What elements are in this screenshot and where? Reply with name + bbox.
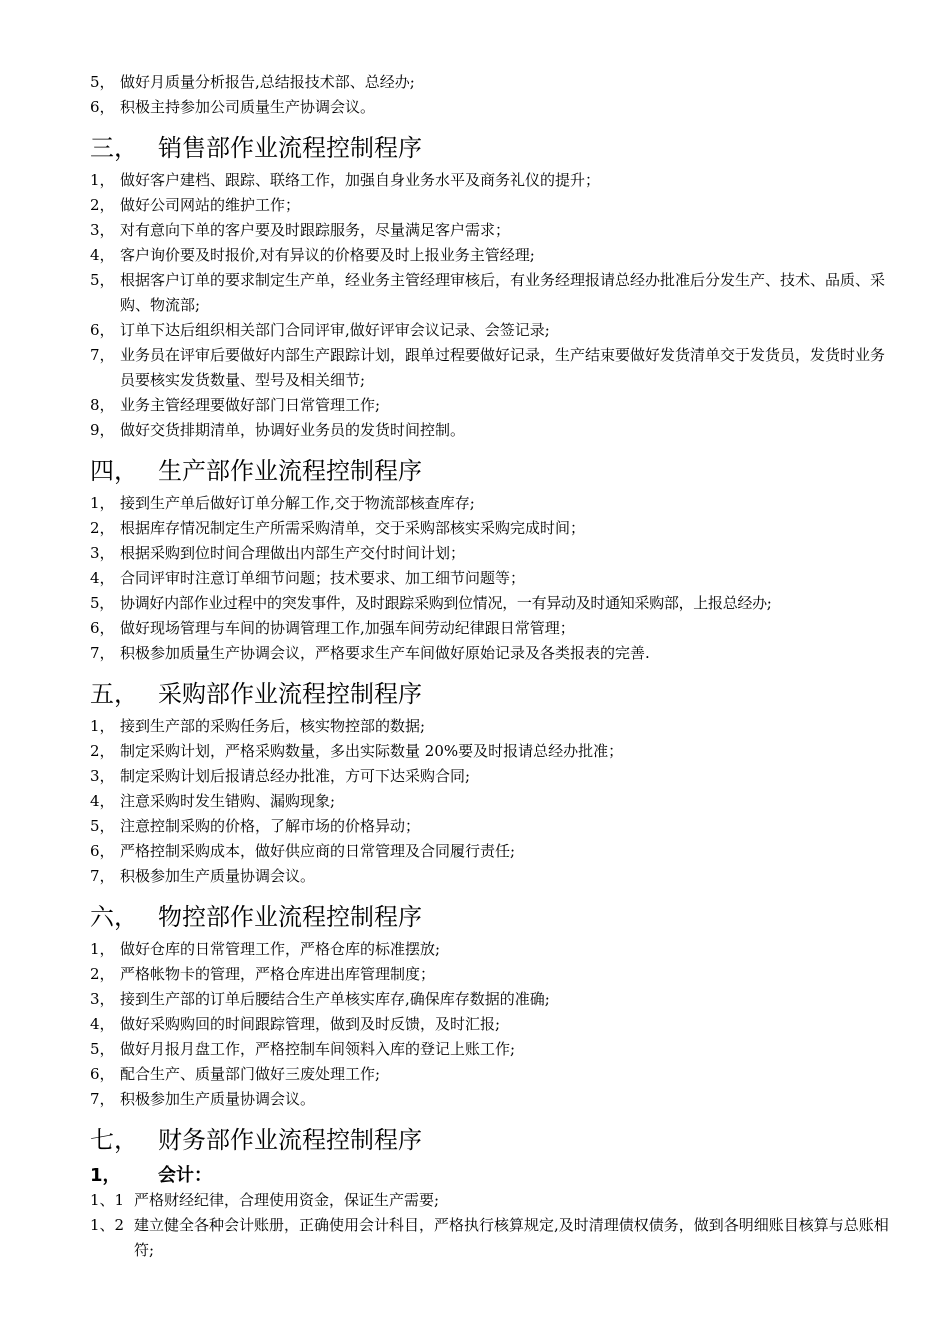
- item-number: 7，: [90, 346, 115, 364]
- item-number: 5，: [90, 817, 115, 835]
- item-number: 7，: [90, 867, 115, 885]
- subsection-number: 1，: [90, 1165, 121, 1186]
- item-number: 5，: [90, 271, 115, 289]
- item-text: 根据库存情况制定生产所需采购清单，交于采购部核实采购完成时间；: [120, 519, 586, 537]
- item-number: 1，: [90, 171, 115, 189]
- list-item: [90, 243, 890, 268]
- section-heading: [90, 668, 890, 714]
- item-text: 积极主持参加公司质量生产协调会议。: [120, 98, 376, 116]
- list-item: [90, 1213, 890, 1263]
- item-number: 3，: [90, 767, 115, 785]
- item-text: 根据采购到位时间合理做出内部生产交付时间计划；: [120, 544, 466, 562]
- item-number: 7，: [90, 1090, 115, 1108]
- list-item: [90, 616, 890, 641]
- item-text: 做好客户建档、跟踪、联络工作，加强自身业务水平及商务礼仪的提升；: [120, 171, 601, 189]
- list-item: [90, 1062, 890, 1087]
- item-text: 积极参加生产质量协调会议。: [120, 1090, 316, 1108]
- item-text: 做好交货排期清单，协调好业务员的发货时间控制。: [120, 421, 466, 439]
- subsection-heading: [90, 1160, 890, 1188]
- section-heading: [90, 122, 890, 168]
- item-text: 制定采购计划后报请总经办批准，方可下达采购合同;: [120, 767, 471, 785]
- list-item: [90, 1188, 890, 1213]
- section-number: 七，: [90, 1125, 138, 1154]
- item-text: 接到生产部的订单后腰结合生产单核实库存,确保库存数据的准确;: [120, 990, 550, 1008]
- item-number: 4，: [90, 792, 115, 810]
- item-number: 8，: [90, 396, 115, 414]
- item-number: 2，: [90, 196, 115, 214]
- item-text: 做好现场管理与车间的协调管理工作,加强车间劳动纪律跟日常管理；: [120, 619, 575, 637]
- item-number: 5，: [90, 73, 115, 91]
- item-text: 积极参加质量生产协调会议，严格要求生产车间做好原始记录及各类报表的完善.: [120, 644, 650, 662]
- section-title: 销售部作业流程控制程序: [158, 133, 422, 162]
- item-text: 协调好内部作业过程中的突发事件，及时跟踪采购到位情况，一有异动及时通知采购部，上报总经办;: [120, 594, 772, 612]
- item-number: 3，: [90, 221, 115, 239]
- list-item: [90, 962, 890, 987]
- item-text: 业务员在评审后要做好内部生产跟踪计划，跟单过程要做好记录，生产结束要做好发货清单交于发货员，发货时业务员要核实发货数量、型号及相关细节;: [120, 346, 886, 389]
- subsection-title: 会计：: [158, 1165, 212, 1186]
- list-item: [90, 1012, 890, 1037]
- item-number: 6，: [90, 321, 115, 339]
- list-item: [90, 987, 890, 1012]
- section-title: 采购部作业流程控制程序: [158, 679, 422, 708]
- item-text: 对有意向下单的客户要及时跟踪服务，尽量满足客户需求；: [120, 221, 511, 239]
- item-text: 严格控制采购成本，做好供应商的日常管理及合同履行责任;: [120, 842, 516, 860]
- item-number: 1，: [90, 940, 115, 958]
- list-item: [90, 193, 890, 218]
- list-item: [90, 739, 890, 764]
- list-item: [90, 789, 890, 814]
- item-number: 4，: [90, 1015, 115, 1033]
- section-number: 四，: [90, 456, 138, 485]
- item-text: 接到生产部的采购任务后，核实物控部的数据;: [120, 717, 426, 735]
- list-item: [90, 70, 890, 95]
- list-item: [90, 343, 890, 393]
- item-text: 业务主管经理要做好部门日常管理工作;: [120, 396, 381, 414]
- item-number: 6，: [90, 98, 115, 116]
- item-number: 7，: [90, 644, 115, 662]
- list-item: [90, 491, 890, 516]
- item-text: 根据客户订单的要求制定生产单，经业务主管经理审核后，有业务经理报请总经办批准后分发生产、技术、品质、采购、物流部;: [120, 271, 886, 314]
- list-item: [90, 168, 890, 193]
- list-item: [90, 764, 890, 789]
- item-number: 3，: [90, 544, 115, 562]
- list-item: [90, 1087, 890, 1112]
- section-number: 五，: [90, 679, 138, 708]
- list-item: [90, 641, 890, 666]
- list-item: [90, 864, 890, 889]
- list-item: [90, 566, 890, 591]
- item-number: 5，: [90, 594, 114, 612]
- item-number: 3，: [90, 990, 115, 1008]
- item-text: 制定采购计划，严格采购数量，多出实际数量 20%要及时报请总经办批准；: [120, 742, 624, 760]
- item-text: 积极参加生产质量协调会议。: [120, 867, 316, 885]
- list-item: [90, 418, 890, 443]
- list-item: [90, 516, 890, 541]
- item-text: 做好月报月盘工作，严格控制车间领料入库的登记上账工作;: [120, 1040, 516, 1058]
- item-text: 接到生产单后做好订单分解工作,交于物流部核查库存;: [120, 494, 475, 512]
- item-text: 配合生产、质量部门做好三废处理工作;: [120, 1065, 381, 1083]
- item-text: 建立健全各种会计账册，正确使用会计科目，严格执行核算规定,及时清理债权债务，做到各明细账目核算与总账相符;: [134, 1216, 889, 1259]
- item-text: 做好采购购回的时间跟踪管理，做到及时反馈，及时汇报;: [120, 1015, 501, 1033]
- section-title: 生产部作业流程控制程序: [158, 456, 422, 485]
- item-number: 2，: [90, 519, 115, 537]
- item-number: 5，: [90, 1040, 115, 1058]
- section-title: 物控部作业流程控制程序: [158, 902, 422, 931]
- item-number: 1、1: [90, 1191, 125, 1209]
- list-item: [90, 218, 890, 243]
- list-item: [90, 268, 890, 318]
- list-item: [90, 1037, 890, 1062]
- list-item: [90, 318, 890, 343]
- item-number: 6，: [90, 619, 115, 637]
- item-number: 6，: [90, 1065, 115, 1083]
- list-item: [90, 839, 890, 864]
- item-text: 做好仓库的日常管理工作，严格仓库的标准摆放;: [120, 940, 441, 958]
- list-item: [90, 814, 890, 839]
- item-number: 2，: [90, 965, 115, 983]
- item-number: 1，: [90, 494, 115, 512]
- section-heading: [90, 891, 890, 937]
- item-text: 注意采购时发生错购、漏购现象;: [120, 792, 336, 810]
- list-item: [90, 714, 890, 739]
- item-number: 4，: [90, 569, 115, 587]
- section-number: 六，: [90, 902, 138, 931]
- list-item: [90, 95, 890, 120]
- item-text: 做好月质量分析报告,总结报技术部、总经办;: [120, 73, 415, 91]
- item-number: 6，: [90, 842, 115, 860]
- item-text: 合同评审时注意订单细节问题；技术要求、加工细节问题等；: [120, 569, 526, 587]
- list-item: [90, 937, 890, 962]
- item-number: 1、2: [90, 1216, 125, 1234]
- item-text: 注意控制采购的价格，了解市场的价格异动；: [120, 817, 421, 835]
- section-number: 三，: [90, 133, 138, 162]
- item-number: 2，: [90, 742, 115, 760]
- list-item: [90, 393, 890, 418]
- item-number: 4，: [90, 246, 115, 264]
- list-item: [90, 591, 890, 616]
- item-text: 严格帐物卡的管理，严格仓库进出库管理制度；: [120, 965, 436, 983]
- item-text: 做好公司网站的维护工作；: [120, 196, 301, 214]
- section-title: 财务部作业流程控制程序: [158, 1125, 422, 1154]
- section-heading: [90, 1114, 890, 1160]
- item-text: 客户询价要及时报价,对有异议的价格要及时上报业务主管经理;: [120, 246, 535, 264]
- document-page: [90, 70, 890, 1263]
- item-number: 1，: [90, 717, 115, 735]
- item-text: 订单下达后组织相关部门合同评审,做好评审会议记录、会签记录;: [120, 321, 550, 339]
- section-heading: [90, 445, 890, 491]
- list-item: [90, 541, 890, 566]
- item-text: 严格财经纪律，合理使用资金，保证生产需要;: [134, 1191, 440, 1209]
- item-number: 9，: [90, 421, 115, 439]
